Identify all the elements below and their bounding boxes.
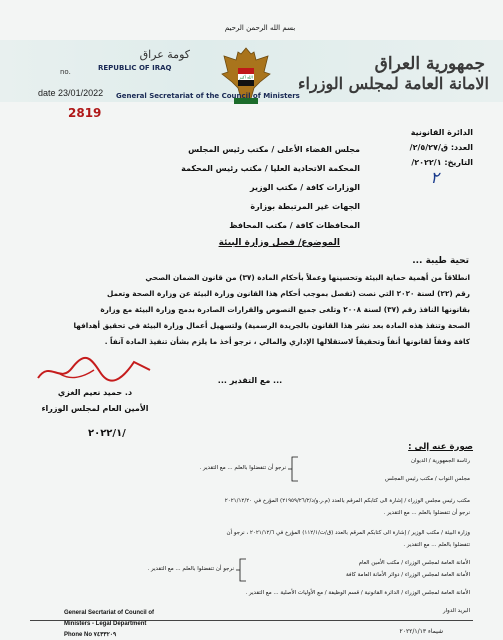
copy-item: مكتب رئيس مجلس الوزراء / إشارة الى كتابكم المرقم بالعدد (م.ر.و/د/٢١٩٥٩/٢٦/٢) المؤرخ في ٢٠٢١/١٢/٢٠ xyxy=(224,498,470,504)
ar-secretariat-title: الامانة العامة لمجلس الوزراء xyxy=(298,74,489,93)
recipients-block xyxy=(80,140,360,235)
recipient-line: مجلس القضاء الأعلى / مكتب رئيس المجلس xyxy=(188,145,360,154)
bracket-icon xyxy=(236,558,248,582)
no-label: no. xyxy=(60,68,71,76)
signature-scribble-icon xyxy=(30,350,160,390)
department: الدائرة القانونية xyxy=(410,128,473,137)
recipient-line: الجهات غير المرتبطة بوزارة xyxy=(250,202,360,211)
copy-item: البريد الدوار xyxy=(443,608,470,614)
body-line: كافة وفقاً لقانونها أنفاً وتحقيقاً لاستقلالها الإداري والمالي ، نرجو أخذ ما يلزم بشأن تنفيذ المادة آنفاً . xyxy=(104,337,470,346)
footer-line-2: Ministers - Legal Department xyxy=(64,621,147,627)
svg-text:الله أكبر: الله أكبر xyxy=(239,74,253,80)
date-line xyxy=(38,88,103,98)
body-line: انطلاقاً من أهمية حماية البيئة وتحسينها وعملاً بأحكام المادة (٣٧) من قانون الضمان الصحي xyxy=(145,273,470,282)
footer-line-1: General Secrtariat of Council of xyxy=(64,610,155,616)
en-secretariat: General Secretariat of the Council of Ministers xyxy=(116,92,300,100)
recipient-line: المحافظات كافة / مكتب المحافظ xyxy=(229,221,360,230)
recipient-line: الوزارات كافة / مكتب الوزير xyxy=(250,183,360,192)
date-value: 23/01/2022 xyxy=(58,88,104,98)
copy-heading: صورة عنه إلى : xyxy=(408,442,473,452)
number-label: العدد: xyxy=(450,143,473,152)
en-country: REPUBLIC OF IRAQ xyxy=(98,64,172,72)
body-line: الصحة وتنفذ هذه المادة بعد نشر هذا القانون بالجريدة الرسمية) ولتسهيل أعمال وزارة البيئة في تحقيق أهدافها xyxy=(73,321,470,330)
copy-note-1: نرجو أن تتفضلوا بالعلم ... مع التقدير . xyxy=(199,465,286,471)
copy-item: نرجو أن تتفضلوا بالعلم ... مع التقدير . xyxy=(383,510,470,516)
signature-date: ٢٠٢٢/١/ xyxy=(88,428,126,439)
stamp-number: 2819 xyxy=(68,106,102,120)
ar-left-title: كومة عراق xyxy=(139,48,190,61)
bracket-icon xyxy=(288,456,300,482)
basmala: بسم الله الرحمن الرحيم xyxy=(224,24,296,32)
copy-item: الأمانة العامة لمجلس الوزراء / الدائرة القانونية / قسم الوظيفة / مع الأوليات الأصلية ... مع التقدير . xyxy=(245,590,470,596)
body-text xyxy=(30,270,470,350)
greeting: تحية طيبة ... xyxy=(412,256,469,266)
body-line: بقانونها النافذ رقم (٣٧) لسنة ٢٠٠٨ وتلغى جميع النصوص والقرارات الصادرة بدمج وزارة البيئة مع وزارة xyxy=(100,305,470,314)
handwritten-day: ٢ xyxy=(430,168,439,187)
copy-note-2: نرجو أن تتفضلوا بالعلم ... مع التقدير . xyxy=(147,566,234,572)
footer-line-3: Phone No ٧٤٣٣٢٠٩ xyxy=(64,632,117,638)
number-value: ق/٢/٥/٢٧/ xyxy=(409,143,449,152)
copy-item: وزارة البيئة / مكتب الوزير / إشارة الى كتابكم المرقم بالعدد (ق/ت/١١٢/١) المؤرخ في ٢٠٢١/١٢/٦ ، نرجو أن xyxy=(226,530,470,536)
signatory-name: د. حميد نعيم الغزي xyxy=(57,388,133,397)
body-line: رقم (٢٢) لسنة ٢٠٢٠ التي نصت (تفصل بموجب أحكام هذا القانون وزارة البيئة عن وزارة الصحة وتعمل xyxy=(106,289,470,298)
recipient-line: المحكمة الاتحادية العليا / مكتب رئيس المحكمة xyxy=(181,164,360,173)
meta-date-value: ٢٠٢٢/١/ xyxy=(411,158,442,167)
ar-country-title: جمهورية العراق xyxy=(374,54,485,74)
footer-right: شيماء ٢٠٢٢/١/١٣ xyxy=(399,628,443,635)
copy-item: الأمانة العامة لمجلس الوزراء / دوائر الأمانة العامة كافة xyxy=(345,572,470,578)
copy-item: تتفضلوا بالعلم ... مع التقدير . xyxy=(403,542,470,548)
date-label: date xyxy=(38,88,56,98)
copy-item: مجلس النواب / مكتب رئيس المجلس xyxy=(384,476,470,482)
meta-date-label: التاريخ: xyxy=(444,158,473,167)
copy-item: رئاسة الجمهورية / الديوان xyxy=(411,458,470,464)
subject: الموضوع/ فصل وزارة البيئة xyxy=(218,238,340,248)
closing: ... مع التقدير ... xyxy=(217,376,283,385)
copy-item: الأمانة العامة لمجلس الوزراء / مكتب الأمين العام xyxy=(358,560,470,566)
signatory-title: الأمين العام لمجلس الوزراء xyxy=(41,404,149,413)
